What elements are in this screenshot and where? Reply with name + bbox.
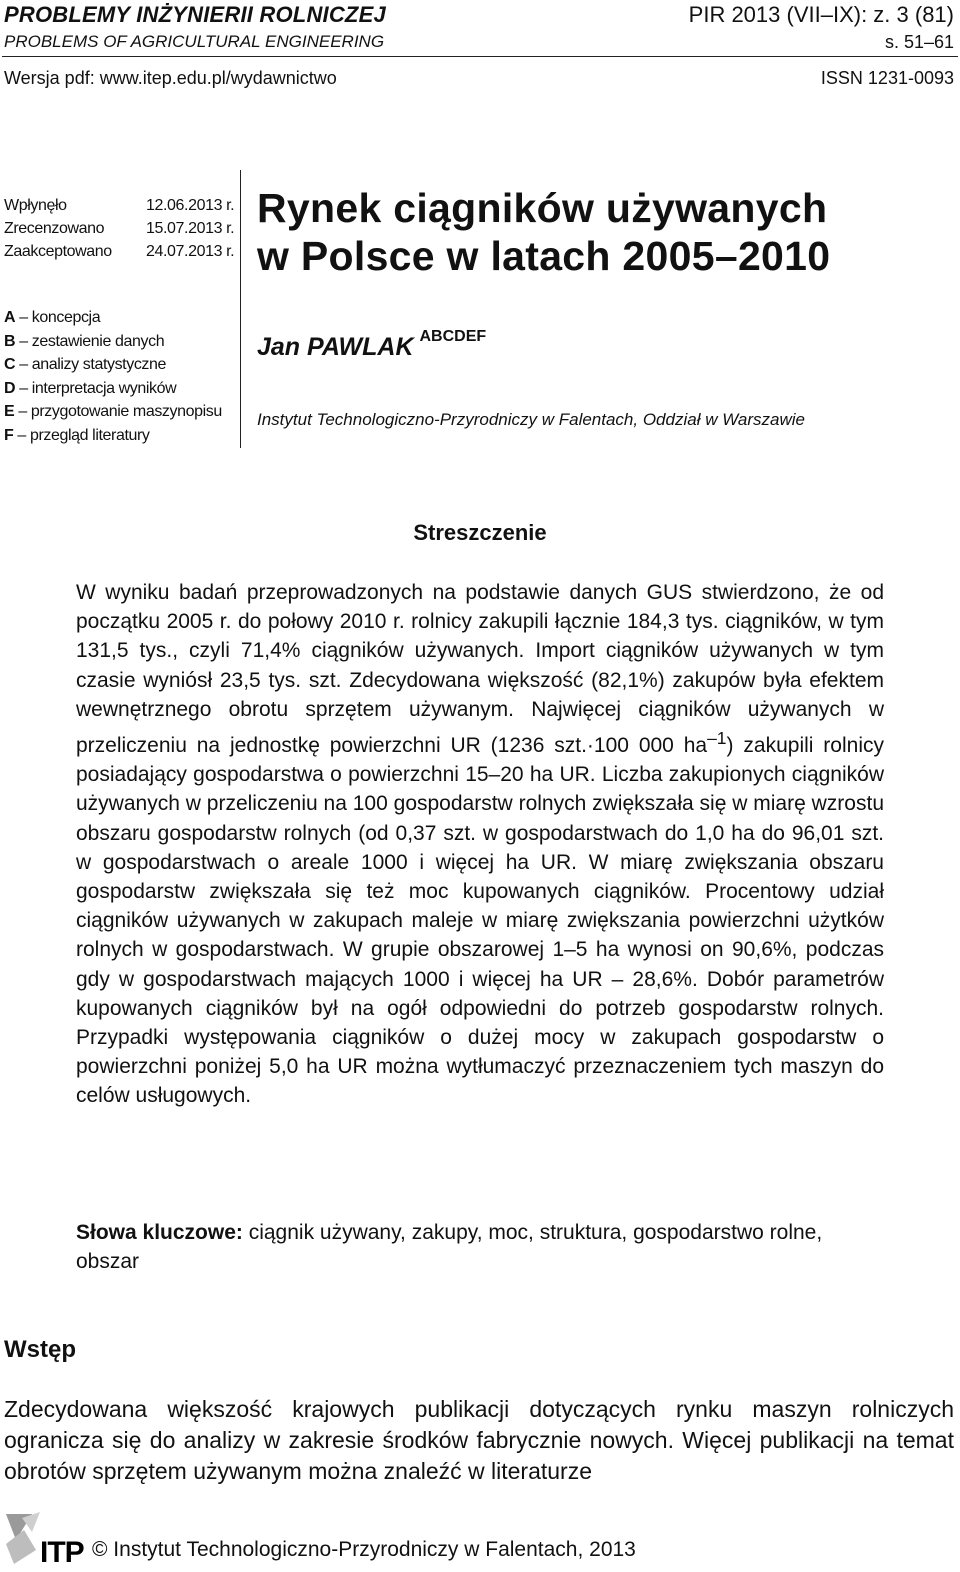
affiliation: Instytut Technologiczno-Przyrodniczy w Falentach, Oddział w Warszawie	[257, 410, 806, 429]
author	[257, 328, 486, 362]
journal-title-en: PROBLEMS OF AGRICULTURAL ENGINEERING	[4, 32, 385, 51]
issue-info: PIR 2013 (VII–IX): z. 3 (81)	[688, 2, 954, 27]
author-roles: ABCDEF	[419, 328, 487, 345]
contribution-item: D – interpretacja wyników	[4, 379, 177, 397]
intro-paragraph: Zdecydowana większość krajowych publikacji dotyczących rynku maszyn rolniczych ogranicza się do analizy w zakresie środków fabrycznie nowych. Więcej publikacji na temat obrotów sprzętem używanym można znaleźć w literaturze	[4, 1396, 954, 1484]
reviewed-row	[4, 217, 234, 240]
keywords	[76, 1218, 884, 1276]
contribution-item: C – analizy statystyczne	[4, 356, 167, 374]
reviewed-date: 15.07.2013 r.	[146, 220, 235, 237]
contribution-legend	[4, 306, 222, 448]
logo-text: ITP	[40, 1536, 84, 1569]
header-divider	[2, 56, 958, 57]
journal-title-pl: PROBLEMY INŻYNIERII ROLNICZEJ	[4, 2, 386, 27]
abstract-body: W wyniku badań przeprowadzonych na podstawie danych GUS stwierdzono, że od początku 2005 r. do połowy 2010 r. rolnicy zakupili łącznie 184,3 tys. ciągników, w tym 131,5 tys., czyli 71,4% ciągników używanych. Import ciągników używanych w tym czasie wyniósł 23,5 tys. szt. Zdecydowana większość (82,1%) zakupów była efektem wewnętrznego obrotu sprzętem używanym. Najwięcej ciągników używanych w przeliczeniu na jednostkę powierzchni UR (1236 szt.·100 000 $ha^{-1}$) zakupili rolnicy posiadający gospodarstwa o powierzchni 15–20 ha UR. Liczba zakupionych ciągników używanych w przeliczeniu na 100 gospodarstw rolnych zwiększała się w miarę wzrostu obszaru gospodarstw rolnych (od 0,37 szt. w gospodarstwach do 1,0 ha do 96,01 szt. w gospodarstwach o areale 1000 i więcej ha UR. W miarę zwiększania obszaru gospodarstw zwiększała się też moc kupowanych ciągników. Procentowy udział ciągników używanych w zakupach maleje w miarę zwiększania powierzchni użytków rolnych w gospodarstwach. W grupie obszarowej 1–5 ha wynosi on 90,6%, podczas gdy w gospodarstwach mających 1000 i więcej ha UR – 28,6%. Dobór parametrów kupowanych ciągników był na ogół odpowiedni do potrzeb gospodarstw rolnych. Przypadki występowania ciągników o dużej mocy w zakupach gospodarstw o powierzchni poniżej 5,0 ha UR można wytłumaczyć przeznaczeniem tych maszyn do celów usługowych.	[76, 581, 884, 1108]
reviewed-label: Zrecenzowano	[4, 220, 105, 237]
accepted-label: Zaakceptowano	[4, 243, 112, 260]
contribution-item: A – koncepcja	[4, 309, 101, 326]
superscript: –1	[707, 728, 727, 749]
received-label: Wpłynęło	[4, 197, 67, 214]
abstract-heading: Streszczenie	[413, 520, 547, 545]
received-date: 12.06.2013 r.	[146, 197, 235, 214]
issn: ISSN 1231-0093	[820, 68, 954, 88]
author-name: Jan PAWLAK	[257, 333, 414, 361]
contribution-item: F – przegląd literatury	[4, 426, 150, 444]
submission-dates	[4, 194, 234, 263]
page-range: s. 51–61	[884, 32, 954, 52]
keywords-label: Słowa kluczowe:	[76, 1221, 243, 1244]
received-row	[4, 194, 234, 217]
article-title	[257, 184, 830, 280]
column-divider	[240, 170, 241, 448]
keywords-list: ciągnik używany, zakupy, moc, struktura, gospodarstwo rolne, obszar	[76, 1221, 823, 1274]
accepted-date: 24.07.2013 r.	[146, 243, 235, 260]
copyright: © Instytut Technologiczno-Przyrodniczy w Falentach, 2013	[92, 1538, 636, 1561]
title-line-2: w Polsce w latach 2005–2010	[257, 233, 831, 279]
contribution-item: B – zestawienie danych	[4, 332, 165, 350]
accepted-row	[4, 240, 234, 263]
title-line-1: Rynek ciągników używanych	[257, 185, 828, 231]
pdf-version-link[interactable]: Wersja pdf: www.itep.edu.pl/wydawnictwo	[4, 68, 337, 88]
contribution-item: E – przygotowanie maszynopisu	[4, 403, 222, 421]
section-heading: Wstęp	[4, 1336, 76, 1363]
